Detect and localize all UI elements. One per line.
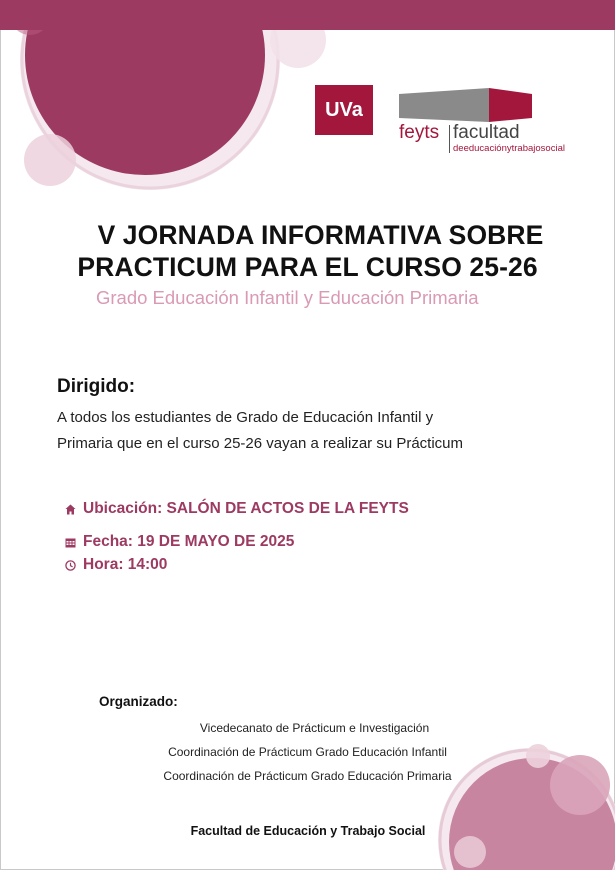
audience-heading: Dirigido: [57,376,136,397]
location-row [64,500,409,518]
feyts-logo-word: feyts [399,122,440,143]
facultad-logo-subline: deeducaciónytrabajosocial [453,143,565,154]
organizer-item: Coordinación de Prácticum Grado Educación Infantil [168,745,447,759]
audience-text [57,405,557,457]
event-title-line1: V JORNADA INFORMATIVA SOBRE [97,220,544,250]
top-band [0,0,615,30]
uva-logo [315,85,373,135]
audience-line1: A todos los estudiantes de Grado de Educación Infantil y [57,409,434,426]
logo-separator [449,125,450,153]
time-text: Hora: 14:00 [83,556,168,573]
organizer-item: Coordinación de Prácticum Grado Educación Primaria [163,769,452,783]
organizers-heading: Organizado: [99,694,178,709]
feyts-logo [399,88,599,160]
uva-logo-text: UVa [325,98,363,121]
event-subtitle: Grado Educación Infantil y Educación Primaria [96,287,479,308]
event-title-line2: PRACTICUM PARA EL CURSO 25-26 [77,252,538,282]
facultad-logo-word: facultad [453,122,520,143]
date-text: Fecha: 19 DE MAYO DE 2025 [83,533,295,550]
decorative-circles-top [0,0,330,200]
audience-line2: Primaria que en el curso 25-26 vayan a realizar su Prácticum [57,435,464,452]
location-text: Ubicación: SALÓN DE ACTOS DE LA FEYTS [83,500,409,517]
organizer-item: Vicedecanato de Prácticum e Investigación [199,721,430,735]
faculty-footer: Facultad de Educación y Trabajo Social [190,824,426,838]
calendar-icon [64,536,76,548]
home-icon [64,503,76,515]
date-row [64,533,294,551]
feyts-logo-mark [399,88,599,122]
time-row [64,556,167,574]
clock-icon [64,559,76,571]
